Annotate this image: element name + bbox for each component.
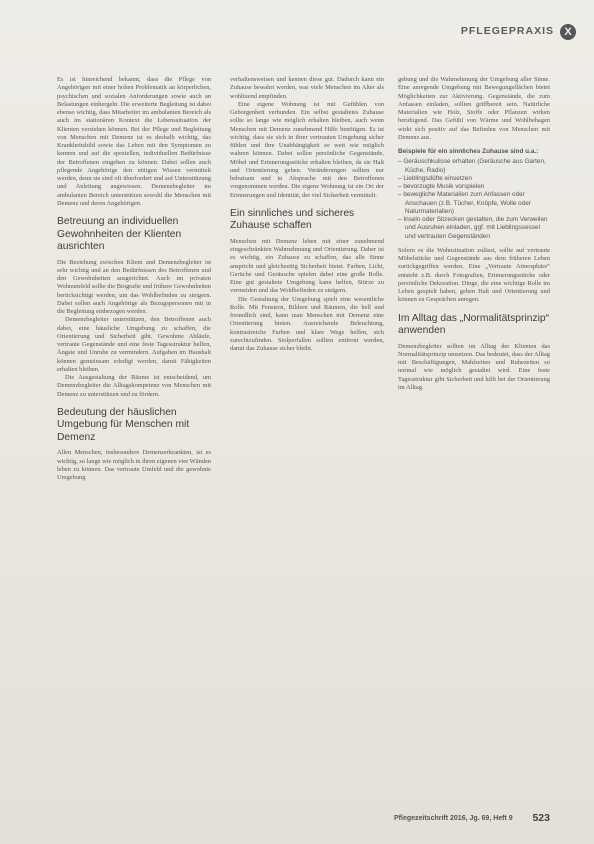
paragraph: Sofern es die Wohnsituation zulässt, sollte auf vertraute Möbelstücke und Gegenstände aus dem früheren Leben zurückgegriffen werden. Eine „Vertraute Atmosphäre“ entsteht z.B. durch Fotografien, Erinnerungsstücke oder persönliche Dekoration. Dinge, die eine wichtige Rolle im Leben gespielt haben, geben Halt und Orientierung und können zu Gesprächen anregen. bbox=[398, 246, 550, 304]
list-item: – Inseln oder Sitzecken gestalten, die zum Verweilen und Ausruhen einladen, ggf. mit Lieblingssessel und vertrauten Gegenständen bbox=[398, 216, 548, 240]
paragraph: Demenzbegleiter sollten im Alltag der Klienten das Normalitätsprinzip umsetzen. Das bedeutet, dass der Alltag mit Beschäftigungen, Mahlzeiten und Ruhezeiten so normal wie möglich gestaltet wird. Eine feste Tagesstruktur gibt Sicherheit und hilft bei der Orientierung im Alltag. bbox=[398, 342, 550, 391]
paragraph: Die Ausgestaltung der Räume ist entscheidend, um Demenzbegleiter die Alltagskompetenz von Menschen mit Demenz zu unterstützen und zu fördern. bbox=[57, 374, 211, 398]
page-number: 523 bbox=[532, 812, 550, 824]
examples-box-title: Beispiele für ein sinnliches Zuhause sind u.a.: bbox=[398, 148, 539, 155]
text-column-1 bbox=[57, 76, 211, 482]
text-column-3 bbox=[398, 76, 550, 392]
text-column-2 bbox=[230, 76, 384, 353]
list-item: – Geräuschkulisse erhalten (Geräusche aus Garten, Küche, Radio) bbox=[398, 158, 546, 174]
paragraph: gebung und die Wahrnehmung der Umgebung aller Sinne. Eine anregende Umgebung mit Bewegungsflächen bietet Möglichkeiten zur Aktivierung. Gegenstände, die zum Anfassen einladen, sollten griffbereit sein. Natürliche Materialien wie Holz, Stoffe oder Pflanzen wirken beruhigend. Das Gefühl von Wärme und Wohlbehagen wirkt sich positiv auf das Befinden von Menschen mit Demenz aus. bbox=[398, 76, 550, 141]
subheading-alltag: Im Alltag das „Normalitätsprinzip“ anwenden bbox=[398, 312, 550, 336]
subheading-zuhause: Ein sinnliches und sicheres Zuhause schaffen bbox=[230, 207, 355, 232]
paragraph: verhaltensweisen und kennen diese gut. Dadurch kann ein Zuhause bewahrt werden, was viele Menschen im Alter als wohltuend empfinden. bbox=[230, 76, 384, 100]
list-item: – bevorzugte Musik vorspielen bbox=[398, 183, 485, 190]
journal-citation: Pflegezeitschrift 2016, Jg. 69, Heft 9 bbox=[394, 815, 513, 822]
subheading-bedeutung: Bedeutung der häuslichen Umgebung für Menschen mit Demenz bbox=[57, 406, 190, 443]
list-item: – Lieblingsdüfte einsetzen bbox=[398, 174, 472, 182]
paragraph: Allen Menschen, insbesondere Demenzerkrankten, ist es wichtig, so lange wie möglich in ihren eigenen vier Wänden leben zu können. Das vertraute Umfeld und die gewohnte Umgebung bbox=[57, 449, 211, 481]
list-item: – bewegliche Materialien zum Anfassen oder Anschauen (z.B. Tücher, Knöpfe, Wolle oder Naturmaterialien) bbox=[398, 191, 531, 215]
section-badge-icon: X bbox=[560, 24, 576, 40]
paragraph: Demenzbegleiter unterstützen, den Betroffenen auch dabei, eine häusliche Umgebung zu schaffen, die Orientierung und Sicherheit gibt. Gewohnte Abläufe, vertraute Gegenstände und eine feste Tagesstruktur helfen, Ängste und Unruhe zu vermindern. Aufgaben im Haushalt können gemeinsam erledigt werden, damit Fähigkeiten erhalten bleiben. bbox=[57, 316, 211, 373]
paragraph: Die Gestaltung der Umgebung spielt eine wesentliche Rolle. Mit Fenstern, Bildern und Räumen, die hell und freundlich sind, kann man Menschen mit Demenz eine Orientierung bieten. Ausreichende Beleuchtung, kontrastreiche Farben und klare Wege helfen, sich zurechtzufinden. Stolperfallen sollten entfernt werden, damit das Zuhause sicher bleibt. bbox=[230, 295, 384, 352]
subheading-betreuung: Betreuung an individuellen Gewohnheiten der Klienten ausrichten bbox=[57, 216, 182, 252]
paragraph: Menschen mit Demenz leben mit einer zunehmend eingeschränkten Wahrnehmung und Orientierung. Daher ist es wichtig, ein Zuhause zu schaffen, das alle Sinne anspricht und gleichzeitig Sicherheit bietet. Farben, Licht, Gerüche und Geräusche spielen dabei eine große Rolle. Eine gut gestaltete Umgebung kann helfen, Stürze zu vermeiden und das Wohlbefinden zu steigern. bbox=[230, 237, 384, 295]
paragraph: Eine eigene Wohnung ist mit Gefühlen von Geborgenheit verbunden. Ein selbst gestaltetes Zuhause sollte so lange wie möglich erhalten bleiben, auch wenn Menschen mit Demenz zunehmend Hilfe benötigen. Es ist wichtig, dass sie sich in ihrer vertrauten Umgebung sicher fühlen und ihre Unabhängigkeit so weit wie möglich wahren können. Dabei sollen persönliche Gegenstände, Möbel und Erinnerungsstücke erhalten bleiben, da sie Halt und Orientierung geben. Veränderungen sollten nur behutsam und in Absprache mit den Betroffenen vorgenommen werden. Die eigene Wohnung ist ein Ort der Erinnerungen und Identität, der viel Sicherheit vermittelt. bbox=[230, 100, 384, 199]
paragraph: Die Beziehung zwischen Klient und Demenzbegleiter ist sehr wichtig und an den Bedürfnissen des Betroffenen und den Gewohnheiten ausgerichtet. Auch im privaten Wohnumfeld sollte die Biografie und frühere Gewohnheiten berücksichtigt werden, um das Wohlbefinden zu steigern. Dabei sollen auch Angehörige als Bezugspersonen mit in die Begleitung einbezogen werden. bbox=[57, 258, 211, 315]
section-label: PFLEGEPRAXIS bbox=[460, 25, 554, 37]
examples-list bbox=[398, 158, 550, 241]
paragraph: Es ist hinreichend bekannt, dass die Pflege von Angehörigen mit einer hohen Problematik an körperlichen, psychischen und sozialen Anforderungen sowie auch an Belastungen einhergeht. Die erweiterte Begleitung ist dabei ebenso wichtig, dass Mitarbeiter im ambulanten Bereich als auch im stationären Kontext die Lebenssituation der Klienten verstehen können. Bei der Pflege und Begleitung von Menschen mit Demenz ist es deshalb wichtig, das Krankheitsbild sowie das Leben mit den Symptomen zu kennen und auf die speziellen, individuellen Bedürfnisse der Betroffenen eingehen zu können. Dabei sollen auch pflegende Angehörige den nötigen Wissen vermittelt werden, denn sie sind oft überfordert und auf Unterstützung und Anleitung angewiesen. Demenzbegleiter im ambulanten Bereich unterstützen sowohl die Menschen mit Demenz und deren Angehörigen. bbox=[57, 76, 211, 207]
